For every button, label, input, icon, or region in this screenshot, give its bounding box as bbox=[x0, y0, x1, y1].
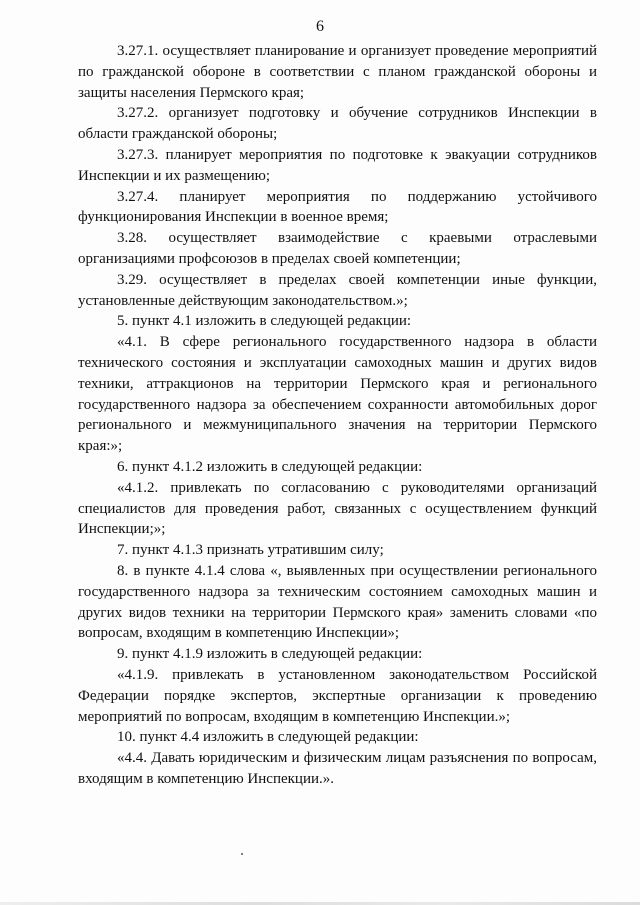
amendment-item-7: 7. пункт 4.1.3 признать утратившим силу; bbox=[117, 542, 384, 559]
quoted-clause-4-1: «4.1. В сфере регионального государственного надзора в области технического состояния и эксплуатации самоходных машин и других видов техники, аттракционов на территории Пермского края и регионального государственного надзора за обеспечением сохранности автомобильных дорог регионального и межмуниципального значения на территории Пермского края:»; bbox=[78, 334, 597, 455]
amendment-item-5: 5. пункт 4.1 изложить в следующей редакции: bbox=[117, 313, 412, 330]
scan-speck bbox=[241, 853, 243, 855]
quoted-clause-4-4: «4.4. Давать юридическим и физическим лицам разъяснения по вопросам, входящим в компетенцию Инспекции.». bbox=[78, 750, 597, 787]
amendment-item-6: 6. пункт 4.1.2 изложить в следующей редакции: bbox=[117, 458, 423, 475]
paragraph-3-29: 3.29. осуществляет в пределах своей компетенции иные функции, установленные действующим законодательством.»; bbox=[78, 271, 597, 309]
paragraph-3-27-2: 3.27.2. организует подготовку и обучение сотрудников Инспекции в области гражданской обороны; bbox=[78, 105, 597, 143]
amendment-item-9: 9. пункт 4.1.9 изложить в следующей редакции: bbox=[117, 646, 423, 663]
amendment-item-8: 8. в пункте 4.1.4 слова «, выявленных при осуществлении регионального государственного надзора за техническим состоянием самоходных машин и других видов техники на территории Пермского края» заменить словами «по вопросам, входящим в компетенцию Инспекции»; bbox=[78, 562, 597, 642]
paragraph-3-27-3: 3.27.3. планирует мероприятия по подготовке к эвакуации сотрудников Инспекции и их размещению; bbox=[78, 146, 597, 184]
paragraph-3-27-1: 3.27.1. осуществляет планирование и организует проведение мероприятий по гражданской обороне в соответствии с планом гражданской обороны и защиты населения Пермского края; bbox=[78, 43, 597, 101]
document-body bbox=[78, 41, 597, 790]
page-number: 6 bbox=[316, 18, 324, 35]
amendment-item-10: 10. пункт 4.4 изложить в следующей редакции: bbox=[117, 729, 419, 746]
paragraph-3-27-4: 3.27.4. планирует мероприятия по поддержанию устойчивого функционирования Инспекции в военное время; bbox=[78, 188, 597, 226]
quoted-clause-4-1-2: «4.1.2. привлекать по согласованию с руководителями организаций специалистов для проведения работ, связанных с осуществлением функций Инспекции;»; bbox=[78, 479, 597, 538]
quoted-clause-4-1-9: «4.1.9. привлекать в установленном законодательством Российской Федерации порядке экспертов, экспертные организации к проведению мероприятий по вопросам, входящим в компетенцию Инспекции.»; bbox=[78, 666, 597, 725]
paragraph-3-28: 3.28. осуществляет взаимодействие с краевыми отраслевыми организациями профсоюзов в пределах своей компетенции; bbox=[78, 230, 597, 267]
